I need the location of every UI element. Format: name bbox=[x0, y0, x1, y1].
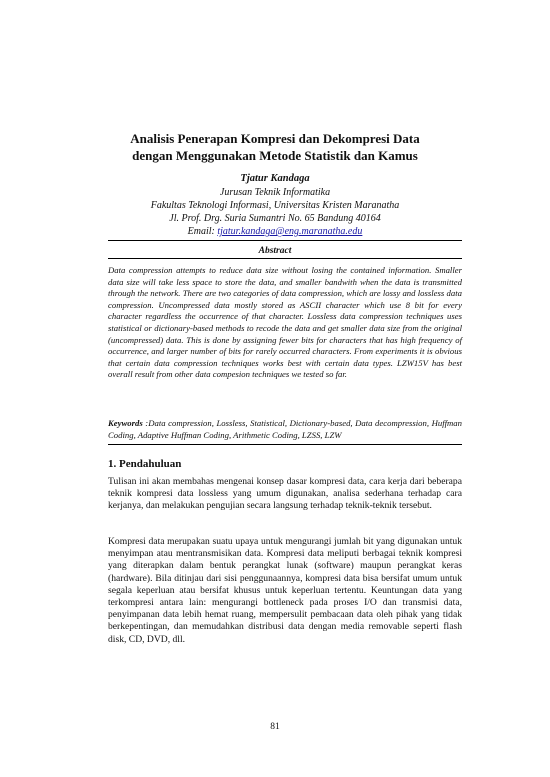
email-link[interactable]: tjatur.kandaga@eng.maranatha.edu bbox=[217, 226, 363, 237]
affiliation bbox=[0, 186, 550, 238]
keywords-label: Keywords bbox=[108, 418, 143, 428]
abstract-text: Data compression attempts to reduce data size without losing the contained information. Smaller data size will take less space to store the data, and smaller bandwith when the data is transmitted through the network. There are two categories of data compression, which are lossy and lossless data compression. Uncompressed data mostly stored as ASCII character which use 8 bit for every character regardless the occurrence of that character. Lossless data compression techniques uses statistical or dictionary-based methods to recode the data and get smaller data size from the original (uncompressed) data. This is done by assigning fewer bits for characters that has high frequency of occurrence, and larger number of bits for rarely occurred characters. From experiments it is obvious that certain data compression techniques works best with certain data types. LZW15V has best overall result from other data compesion techniques we tested so far. bbox=[108, 265, 462, 380]
address: Jl. Prof. Drg. Suria Sumantri No. 65 Bandung 40164 bbox=[169, 213, 381, 224]
section-heading: 1. Pendahuluan bbox=[108, 458, 182, 470]
abstract-heading: Abstract bbox=[258, 246, 292, 256]
author-name: Tjatur Kandaga bbox=[240, 173, 310, 184]
keywords-bottom-rule bbox=[108, 444, 462, 445]
department: Jurusan Teknik Informatika bbox=[219, 187, 331, 198]
keywords bbox=[108, 418, 462, 441]
title-line-1: Analisis Penerapan Kompresi dan Dekompresi Data bbox=[130, 131, 420, 146]
abstract-heading-rule bbox=[108, 258, 462, 259]
paper-title bbox=[0, 130, 550, 164]
paragraph-2: Kompresi data merupakan suatu upaya untuk mengurangi jumlah bit yang digunakan untuk menyimpan atau mentransmisikan data. Kompresi data meliputi berbagai teknik kompresi yang diterapkan dalam bentuk perangkat lunak (software) maupun perangkat keras (hardware). Bila ditinjau dari sisi penggunaannya, kompresi data bisa bersifat umum untuk segala keperluan atau bersifat khusus untuk keperluan tertentu. Keuntungan data yang terkompresi antara lain: mengurangi bottleneck pada proses I/O dan transmisi data, penyimpanan data lebih hemat ruang, mempersulit pembacaan data oleh pihak yang tidak berkepentingan, dan memudahkan distribusi data dengan media removable seperti flash disk, CD, DVD, dll. bbox=[108, 536, 462, 645]
email-line bbox=[0, 225, 550, 238]
page-number: 81 bbox=[270, 722, 280, 732]
abstract-top-rule bbox=[108, 240, 462, 241]
faculty: Fakultas Teknologi Informasi, Universitas Kristen Maranatha bbox=[150, 200, 400, 211]
title-line-2: dengan Menggunakan Metode Statistik dan Kamus bbox=[132, 148, 418, 163]
keywords-list: :Data compression, Lossless, Statistical, Dictionary-based, Data decompression, Huffman Coding, Adaptive Huffman Coding, Arithmetic Coding, LZSS, LZW bbox=[108, 418, 462, 440]
paragraph-1: Tulisan ini akan membahas mengenai konsep dasar kompresi data, cara kerja dari beberapa teknik kompresi data lossless yang umum digunakan, analisa sederhana terhadap cara kerjanya, dan melakukan pengujian secara langsung terhadap teknik-teknik tersebut. bbox=[108, 476, 462, 512]
email-label: Email: bbox=[187, 226, 218, 237]
